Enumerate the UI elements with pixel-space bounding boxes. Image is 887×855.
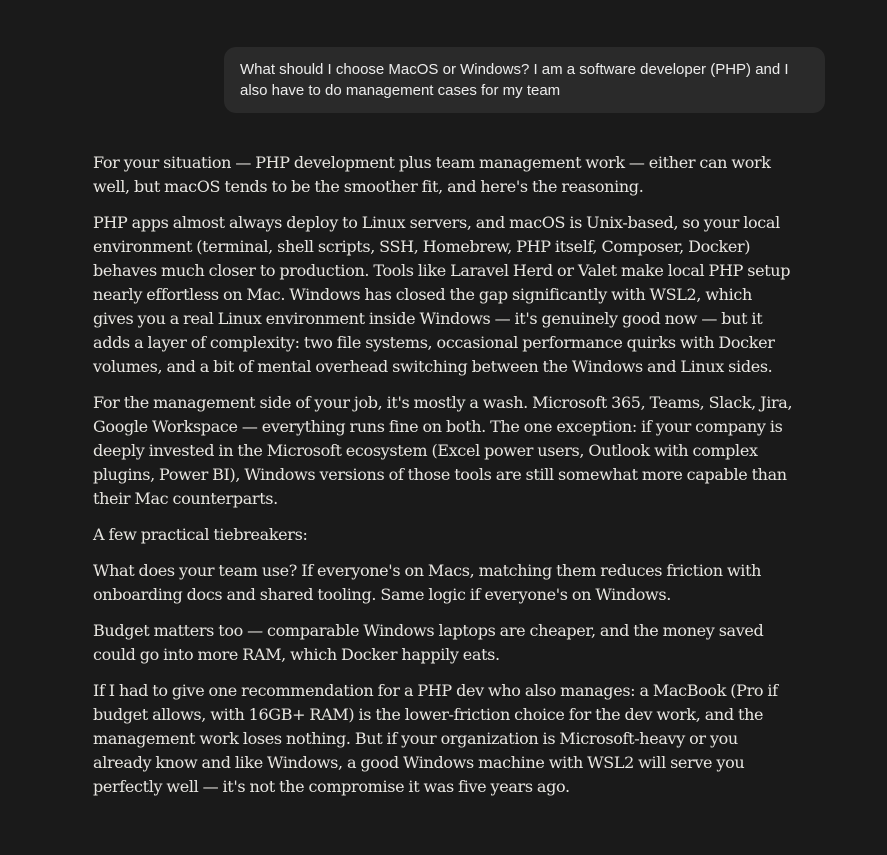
assistant-paragraph: A few practical tiebreakers: xyxy=(93,525,308,544)
assistant-paragraph: For the management side of your job, it's mostly a wash. Microsoft 365, Teams, Slack, Jira, Google Workspace — everything runs fine on both. The one exception: if your company is deeply invested in the Microsoft ecosystem (Excel power users, Outlook with complex plugins, Power BI), Windows versions of those tools are still somewhat more capable than their Mac counterparts. xyxy=(93,393,793,508)
assistant-paragraph: Budget matters too — comparable Windows laptops are cheaper, and the money saved could go into more RAM, which Docker happily eats. xyxy=(93,621,764,664)
assistant-paragraph: PHP apps almost always deploy to Linux servers, and macOS is Unix-based, so your local environment (terminal, shell scripts, SSH, Homebrew, PHP itself, Composer, Docker) behaves much closer to production. Tools like Laravel Herd or Valet make local PHP setup nearly effortless on Mac. Windows has closed the gap significantly with WSL2, which gives you a real Linux environment inside Windows — it's genuinely good now — but it adds a layer of complexity: two file systems, occasional performance quirks with Docker volumes, and a bit of mental overhead switching between the Windows and Linux sides. xyxy=(93,213,791,376)
assistant-paragraph: For your situation — PHP development plus team management work — either can work well, but macOS tends to be the smoother fit, and here's the reasoning. xyxy=(93,153,771,196)
user-message-text: What should I choose MacOS or Windows? I am a software developer (PHP) and I also have to do management cases for my team xyxy=(240,61,789,99)
user-message-bubble xyxy=(224,47,825,113)
assistant-response xyxy=(93,151,793,811)
assistant-paragraph: If I had to give one recommendation for a PHP dev who also manages: a MacBook (Pro if budget allows, with 16GB+ RAM) is the lower-friction choice for the dev work, and the management work loses nothing. But if your organization is Microsoft-heavy or you already know and like Windows, a good Windows machine with WSL2 will serve you perfectly well — it's not the compromise it was five years ago. xyxy=(93,681,778,796)
assistant-paragraph: What does your team use? If everyone's on Macs, matching them reduces friction with onboarding docs and shared tooling. Same logic if everyone's on Windows. xyxy=(93,561,762,604)
